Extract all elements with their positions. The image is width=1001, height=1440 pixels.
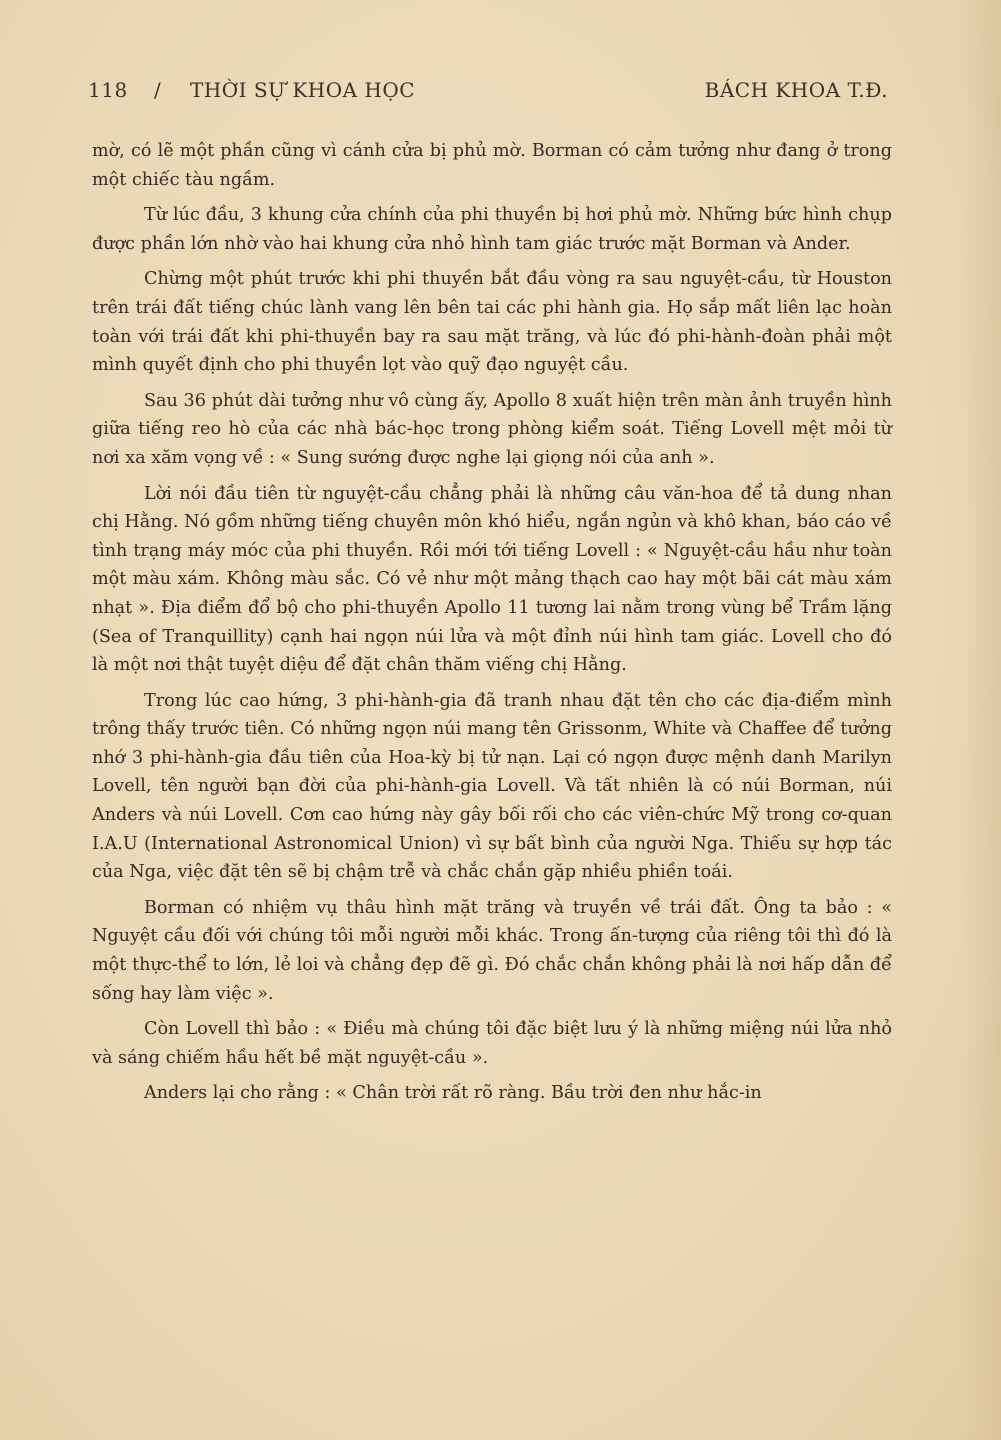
paragraph-1: mờ, có lẽ một phần cũng vì cánh cửa bị phủ mờ. Borman có cảm tưởng như đang ở trong một chiếc tàu ngầm. <box>92 141 892 190</box>
header-separator: / <box>154 78 162 102</box>
journal-title: BÁCH KHOA T.Đ. <box>704 78 888 102</box>
paragraph-6: Trong lúc cao hứng, 3 phi-hành-gia đã tranh nhau đặt tên cho các địa-điểm mình trông thấy trước tiên. Có những ngọn núi mang tên Grissonm, White và Chaffee để tưởng nhớ 3 phi-hành-gia đầu tiên của Hoa-kỳ bị tử nạn. Lại có ngọn được mệnh danh Marilyn Lovell, tên người bạn đời của phi-hành-gia Lovell. Và tất nhiên là có núi Borman, núi Anders và núi Lovell. Cơn cao hứng này gây bối rối cho các viên-chức Mỹ trong cơ-quan I.A.U (International Astronomical Union) vì sự bất bình của người Nga. Thiếu sự hợp tác của Nga, việc đặt tên sẽ bị chậm trễ và chắc chắn gặp nhiều phiền toái. <box>92 690 892 883</box>
page-number: 118 <box>88 78 128 102</box>
paragraph-7: Borman có nhiệm vụ thâu hình mặt trăng và truyền về trái đất. Ông ta bảo : « Nguyệt cầu đối với chúng tôi mỗi người mỗi khác. Trong ấn-tượng của riêng tôi thì đó là một thực-thể to lớn, lẻ loi và chẳng đẹp đẽ gì. Đó chắc chắn không phải là nơi hấp dẫn để sống hay làm việc ». <box>92 897 892 1004</box>
paragraph-8: Còn Lovell thì bảo : « Điều mà chúng tôi đặc biệt lưu ý là những miệng núi lửa nhỏ và sáng chiếm hầu hết bề mặt nguyệt-cầu ». <box>92 1019 892 1068</box>
paragraph-5: Lời nói đầu tiên từ nguyệt-cầu chẳng phải là những câu văn-hoa để tả dung nhan chị Hằng. Nó gồm những tiếng chuyên môn khó hiểu, ngắn ngủn và khô khan, báo cáo về tình trạng máy móc của phi thuyền. Rồi mới tới tiếng Lovell : « Nguyệt-cầu hầu như toàn một màu xám. Không màu sắc. Có vẻ như một mảng thạch cao hay một bãi cát màu xám nhạt ». Địa điểm đổ bộ cho phi-thuyền Apollo 11 tương lai nằm trong vùng bể Trầm lặng (Sea of Tranquillity) cạnh hai ngọn núi lửa và một đỉnh núi hình tam giác. Lovell cho đó là một nơi thật tuyệt diệu để đặt chân thăm viếng chị Hằng. <box>92 483 892 676</box>
paragraph-9: Anders lại cho rằng : « Chân trời rất rõ ràng. Bầu trời đen như hắc-in <box>144 1083 762 1104</box>
page-edge-shading <box>959 0 1001 1440</box>
section-title: THỜI SỰ KHOA HỌC <box>190 78 416 102</box>
running-header <box>88 78 888 108</box>
paragraph-4: Sau 36 phút dài tưởng như vô cùng ấy, Apollo 8 xuất hiện trên màn ảnh truyền hình giữa tiếng reo hò của các nhà bác-học trong phòng kiểm soát. Tiếng Lovell mệt mỏi từ nơi xa xăm vọng về : « Sung sướng được nghe lại giọng nói của anh ». <box>92 390 892 468</box>
article-body <box>92 137 892 1108</box>
paragraph-2: Từ lúc đầu, 3 khung cửa chính của phi thuyền bị hơi phủ mờ. Những bức hình chụp được phần lớn nhờ vào hai khung cửa nhỏ hình tam giác trước mặt Borman và Ander. <box>92 205 892 254</box>
paragraph-3: Chừng một phút trước khi phi thuyền bắt đầu vòng ra sau nguyệt-cầu, từ Houston trên trái đất tiếng chúc lành vang lên bên tai các phi hành gia. Họ sắp mất liên lạc hoàn toàn với trái đất khi phi-thuyền bay ra sau mặt trăng, và lúc đó phi-hành-đoàn phải một mình quyết định cho phi thuyền lọt vào quỹ đạo nguyệt cầu. <box>92 269 892 376</box>
